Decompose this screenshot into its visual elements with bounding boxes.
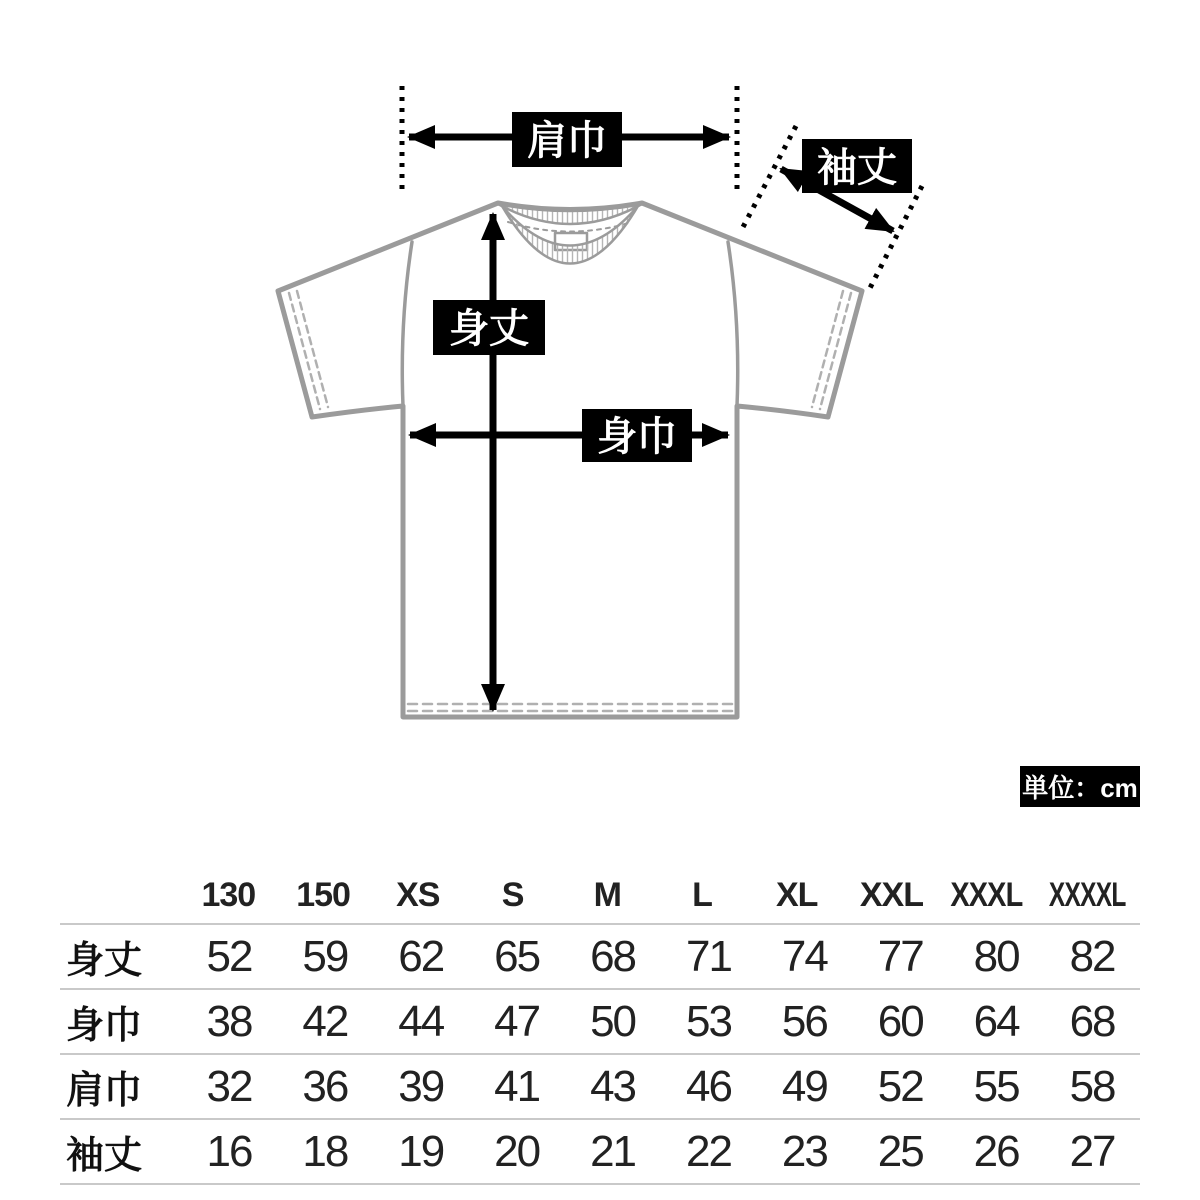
size-value-cell: 50: [590, 996, 636, 1046]
size-value-cell: 43: [590, 1061, 636, 1111]
measure-row-label: 肩巾: [66, 1070, 143, 1112]
size-value-cell: 46: [685, 1061, 731, 1111]
size-value-cell: 62: [398, 931, 444, 981]
col-header-xxxl: XXXL: [950, 876, 1023, 914]
size-table: [60, 868, 1140, 1185]
size-table-header-row: [60, 868, 1140, 923]
table-row-body-width: [60, 988, 1140, 1053]
size-value-cell: 25: [877, 1126, 923, 1176]
col-header-s: S: [501, 876, 524, 914]
measure-row-label: 袖丈: [66, 1135, 143, 1177]
size-value-cell: 36: [302, 1061, 348, 1111]
size-value-cell: 23: [781, 1126, 827, 1176]
col-header-130: 130: [201, 876, 256, 914]
size-value-cell: 58: [1069, 1061, 1115, 1111]
col-header-xs: XS: [396, 876, 440, 914]
size-value-cell: 21: [590, 1126, 636, 1176]
size-value-cell: 27: [1069, 1126, 1115, 1176]
size-value-cell: 42: [302, 996, 348, 1046]
size-value-cell: 60: [877, 996, 923, 1046]
size-value-cell: 65: [494, 931, 540, 981]
size-value-cell: 68: [1069, 996, 1115, 1046]
size-value-cell: 52: [877, 1061, 923, 1111]
size-value-cell: 53: [685, 996, 731, 1046]
size-value-cell: 47: [494, 996, 540, 1046]
sleeve-length-label: 袖丈: [817, 146, 897, 190]
body-width-label: 身巾: [597, 415, 677, 459]
size-value-cell: 52: [206, 931, 252, 981]
size-value-cell: 39: [398, 1061, 444, 1111]
table-row-body-length: [60, 923, 1140, 988]
size-value-cell: 20: [494, 1126, 540, 1176]
size-value-cell: 68: [590, 931, 636, 981]
shoulder-width-label: 肩巾: [527, 119, 607, 163]
size-value-cell: 55: [973, 1061, 1019, 1111]
unit-label: 単位：cm: [1020, 766, 1140, 807]
size-value-cell: 22: [685, 1126, 731, 1176]
tshirt-drawing: [278, 203, 862, 717]
size-value-cell: 18: [302, 1126, 348, 1176]
measure-row-label: 身巾: [66, 1005, 143, 1047]
col-header-xxxxl: XXXXL: [1048, 876, 1126, 914]
size-value-cell: 71: [685, 931, 731, 981]
size-value-cell: 16: [206, 1126, 252, 1176]
size-value-cell: 19: [398, 1126, 444, 1176]
size-value-cell: 74: [781, 931, 827, 981]
size-value-cell: 49: [781, 1061, 827, 1111]
col-header-l: L: [692, 876, 712, 914]
size-value-cell: 80: [973, 931, 1019, 981]
size-value-cell: 32: [206, 1061, 252, 1111]
size-value-cell: 59: [302, 931, 348, 981]
size-value-cell: 26: [973, 1126, 1019, 1176]
col-header-xl: XL: [775, 876, 818, 914]
size-value-cell: 64: [973, 996, 1019, 1046]
size-value-cell: 56: [781, 996, 827, 1046]
shoulder-width-annotation: [402, 86, 737, 190]
measure-row-label: 身丈: [66, 940, 143, 982]
col-header-m: M: [593, 876, 621, 914]
size-value-cell: 38: [206, 996, 252, 1046]
tshirt-silhouette: [278, 203, 862, 717]
table-row-sleeve-length: [60, 1118, 1140, 1185]
size-value-cell: 41: [494, 1061, 540, 1111]
size-value-cell: 82: [1069, 931, 1115, 981]
body-length-label: 身丈: [449, 307, 529, 351]
size-value-cell: 77: [877, 931, 923, 981]
table-row-shoulder-width: [60, 1053, 1140, 1118]
size-value-cell: 44: [398, 996, 444, 1046]
col-header-150: 150: [296, 876, 350, 914]
col-header-xxl: XXL: [859, 876, 923, 914]
